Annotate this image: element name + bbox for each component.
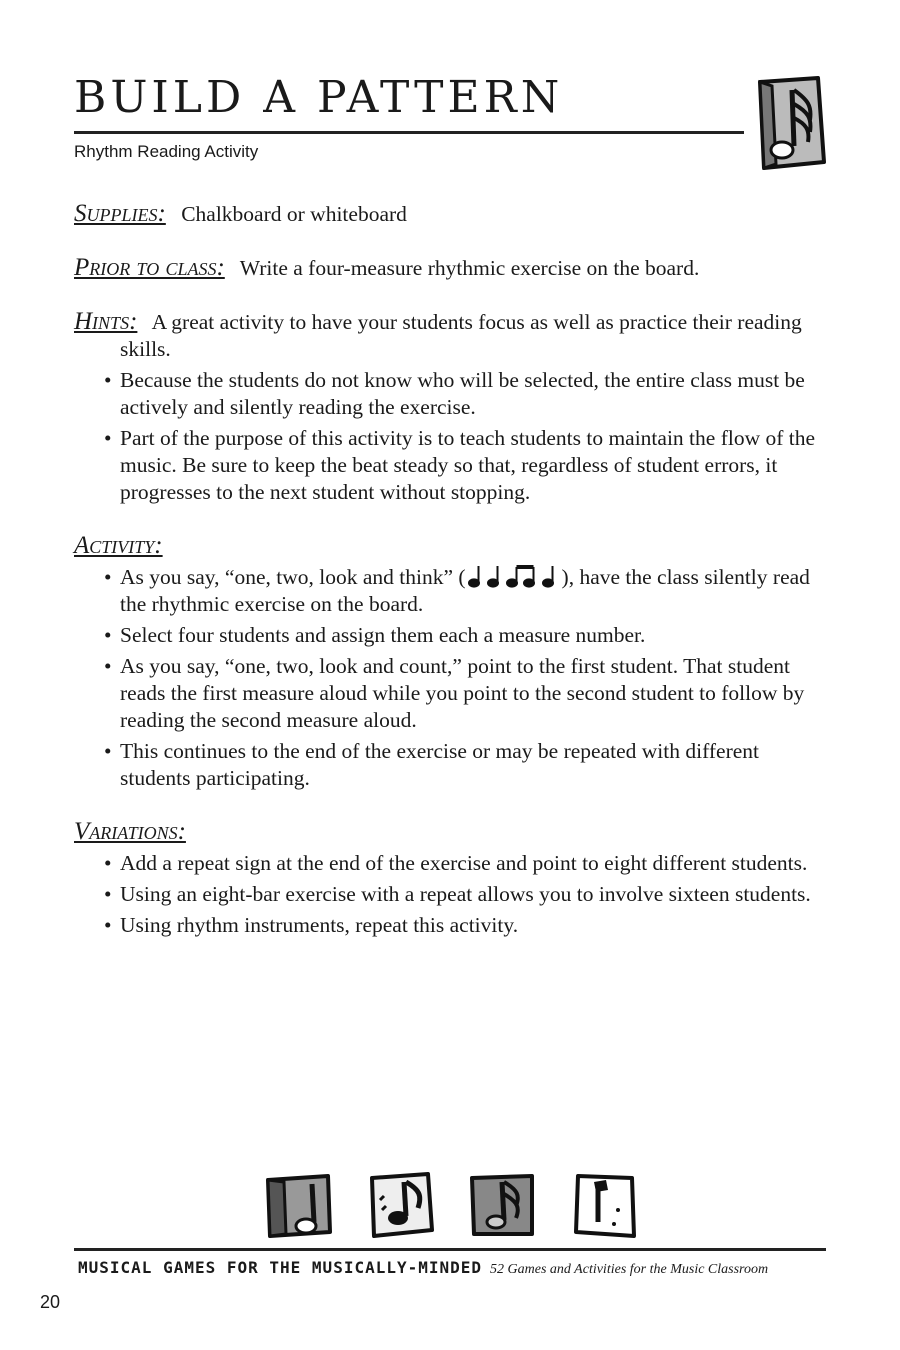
variations-section	[74, 818, 834, 939]
quarter-note-card-icon	[568, 1170, 642, 1242]
sixteenth-note-card-icon	[466, 1170, 540, 1242]
activity-body	[74, 200, 834, 965]
hints-list	[74, 367, 834, 506]
footer-icon-row	[262, 1170, 642, 1242]
note-card-icon	[262, 1170, 336, 1242]
footer	[78, 1258, 768, 1278]
activity-item-1-before: As you say, “one, two, look and think” (	[120, 565, 466, 589]
list-item: • As you say, “one, two, look and count,” point to the first student. That student reads the first measure aloud while you point to the second student to follow by reading the second measure aloud.	[74, 653, 834, 734]
list-item: • Using an eight-bar exercise with a repeat allows you to involve sixteen students.	[74, 881, 834, 908]
rhythm-notes-icon	[466, 564, 562, 588]
prior-text: Write a four-measure rhythmic exercise on the board.	[239, 256, 700, 280]
music-note-page-icon	[752, 76, 828, 170]
supplies-heading: Supplies:	[74, 200, 166, 227]
variations-list	[74, 850, 834, 939]
footer-divider	[74, 1248, 826, 1251]
book-subtitle: 52 Games and Activities for the Music Classroom	[490, 1262, 769, 1277]
hints-heading: Hints:	[74, 308, 138, 335]
prior-section	[74, 254, 834, 282]
list-item: • Add a repeat sign at the end of the exercise and point to eight different students.	[74, 850, 834, 877]
list-item: • This continues to the end of the exercise or may be repeated with different students participating.	[74, 738, 834, 792]
page-subtitle: Rhythm Reading Activity	[74, 142, 259, 161]
hints-section	[74, 308, 834, 506]
hints-text: A great activity to have your students focus as well as practice their reading skills.	[120, 310, 802, 361]
prior-heading: Prior to class:	[74, 254, 225, 281]
activity-item-1-after: ), have the class silently read the rhythmic exercise on the board.	[120, 565, 810, 616]
activity-section	[74, 532, 834, 792]
list-item: • Part of the purpose of this activity is to teach students to maintain the flow of the music. Be sure to keep the beat steady so that, regardless of student errors, it progresses to the next student without stopping.	[74, 425, 834, 506]
list-item: • Using rhythm instruments, repeat this activity.	[74, 912, 834, 939]
hints-lead	[74, 308, 834, 363]
list-item	[74, 564, 834, 618]
list-item: • Because the students do not know who will be selected, the entire class must be actively and silently reading the exercise.	[74, 367, 834, 421]
variations-heading: Variations:	[74, 818, 186, 845]
book-title: MUSICAL GAMES FOR THE MUSICALLY-MINDED	[78, 1258, 483, 1277]
page-number: 20	[40, 1292, 61, 1312]
eighth-note-card-icon	[364, 1170, 438, 1242]
activity-list	[74, 564, 834, 792]
list-item: • Select four students and assign them each a measure number.	[74, 622, 834, 649]
title-divider	[74, 131, 744, 134]
supplies-section	[74, 200, 834, 228]
page-title: BUILD A PATTERN	[74, 72, 564, 123]
activity-heading: Activity:	[74, 532, 163, 559]
supplies-text: Chalkboard or whiteboard	[181, 202, 407, 226]
